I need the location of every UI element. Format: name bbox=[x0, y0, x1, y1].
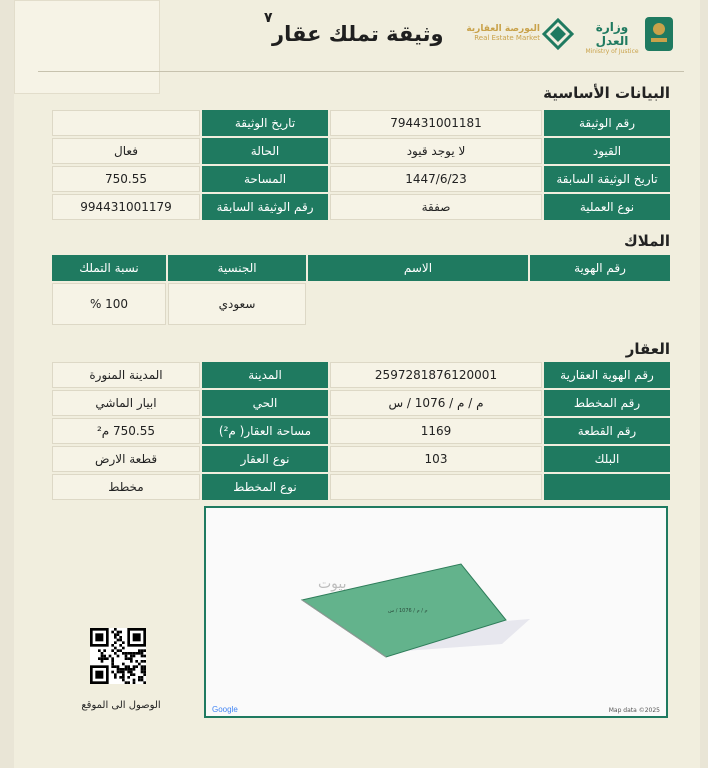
basic-field-value: صفقة bbox=[330, 194, 542, 220]
owner-nationality: سعودي bbox=[168, 283, 306, 325]
owners-header-nationality: الجنسية bbox=[168, 255, 306, 281]
basic-field-label: تاريخ الوثيقة السابقة bbox=[544, 166, 670, 192]
basic-field-label: الحالة bbox=[202, 138, 328, 164]
property-field-label: المدينة bbox=[202, 362, 328, 388]
basic-field-label: نوع العملية bbox=[544, 194, 670, 220]
property-field-label: نوع المخطط bbox=[202, 474, 328, 500]
basic-field-value: فعال bbox=[52, 138, 200, 164]
google-logo: Google bbox=[212, 705, 238, 714]
plot-map[interactable] bbox=[204, 506, 668, 718]
property-field-label: رقم القطعة bbox=[544, 418, 670, 444]
property-field-label: رقم الهوية العقارية bbox=[544, 362, 670, 388]
owner-share: 100 % bbox=[52, 283, 166, 325]
property-field-value: 2597281876120001 bbox=[330, 362, 542, 388]
property-field-label: البلك bbox=[544, 446, 670, 472]
property-field-value: مخطط bbox=[52, 474, 200, 500]
document-title bbox=[264, 10, 444, 46]
basic-field-label: القيود bbox=[544, 138, 670, 164]
basic-field-label: رقم الوثيقة السابقة bbox=[202, 194, 328, 220]
owners-header-id: رقم الهوية bbox=[530, 255, 670, 281]
owners-heading: الملاك bbox=[624, 232, 670, 250]
watermark: بيوت bbox=[318, 576, 347, 592]
basic-field-value: 1447/6/23 bbox=[330, 166, 542, 192]
plot-label: م / م / 1076 / س bbox=[388, 608, 428, 614]
basic-field-value: 750.55 bbox=[52, 166, 200, 192]
market-emblem-icon bbox=[540, 16, 576, 52]
property-field-value: ابيار الماشي bbox=[52, 390, 200, 416]
basic-field-label: تاريخ الوثيقة bbox=[202, 110, 328, 136]
basic-field-label: المساحة bbox=[202, 166, 328, 192]
property-field-label: رقم المخطط bbox=[544, 390, 670, 416]
owners-header-share: نسبة التملك bbox=[52, 255, 166, 281]
property-field-value: م / م / 1076 / س bbox=[330, 390, 542, 416]
deed-document bbox=[14, 0, 700, 768]
ministry-logo-en: Ministry of Justice bbox=[585, 48, 639, 55]
owners-header-name: الاسم bbox=[308, 255, 528, 281]
basic-field-value bbox=[52, 110, 200, 136]
market-logo-en: Real Estate Market bbox=[474, 34, 540, 42]
ministry-logo bbox=[582, 20, 642, 55]
property-field-label: مساحة العقار( م²) bbox=[202, 418, 328, 444]
property-field-value: 750.55 م² bbox=[52, 418, 200, 444]
basic-data-heading: البيانات الأساسية bbox=[543, 84, 670, 102]
property-field-value: 1169 bbox=[330, 418, 542, 444]
property-field-value bbox=[330, 474, 542, 500]
basic-field-value: لا يوجد قيود bbox=[330, 138, 542, 164]
basic-field-value: 994431001179 bbox=[52, 194, 200, 220]
property-field-label: الحي bbox=[202, 390, 328, 416]
qr-code-icon bbox=[90, 628, 146, 684]
property-field-label bbox=[544, 474, 670, 500]
blank-panel bbox=[14, 0, 160, 94]
property-field-label: نوع العقار bbox=[202, 446, 328, 472]
market-logo-ar: البورصة العقارية bbox=[466, 24, 540, 34]
property-heading: العقار bbox=[625, 340, 670, 358]
qr-caption: الوصول الى الموقع bbox=[81, 700, 161, 711]
basic-field-label: رقم الوثيقة bbox=[544, 110, 670, 136]
header-divider bbox=[38, 71, 684, 72]
title-text: وثيقة تملك عقار bbox=[272, 22, 444, 46]
property-field-value: قطعة الارض bbox=[52, 446, 200, 472]
ministry-emblem-icon bbox=[642, 14, 676, 54]
property-field-value: المدينة المنورة bbox=[52, 362, 200, 388]
real-estate-market-logo bbox=[460, 24, 540, 42]
location-qr-code[interactable] bbox=[90, 628, 146, 684]
ministry-logo-ar: وزارة العدل bbox=[595, 20, 629, 48]
plot-map-canvas bbox=[206, 508, 666, 716]
map-attribution: Map data ©2025 bbox=[608, 707, 660, 714]
property-field-value: 103 bbox=[330, 446, 542, 472]
title-mark: ٧ bbox=[264, 10, 273, 26]
basic-field-value: 794431001181 bbox=[330, 110, 542, 136]
